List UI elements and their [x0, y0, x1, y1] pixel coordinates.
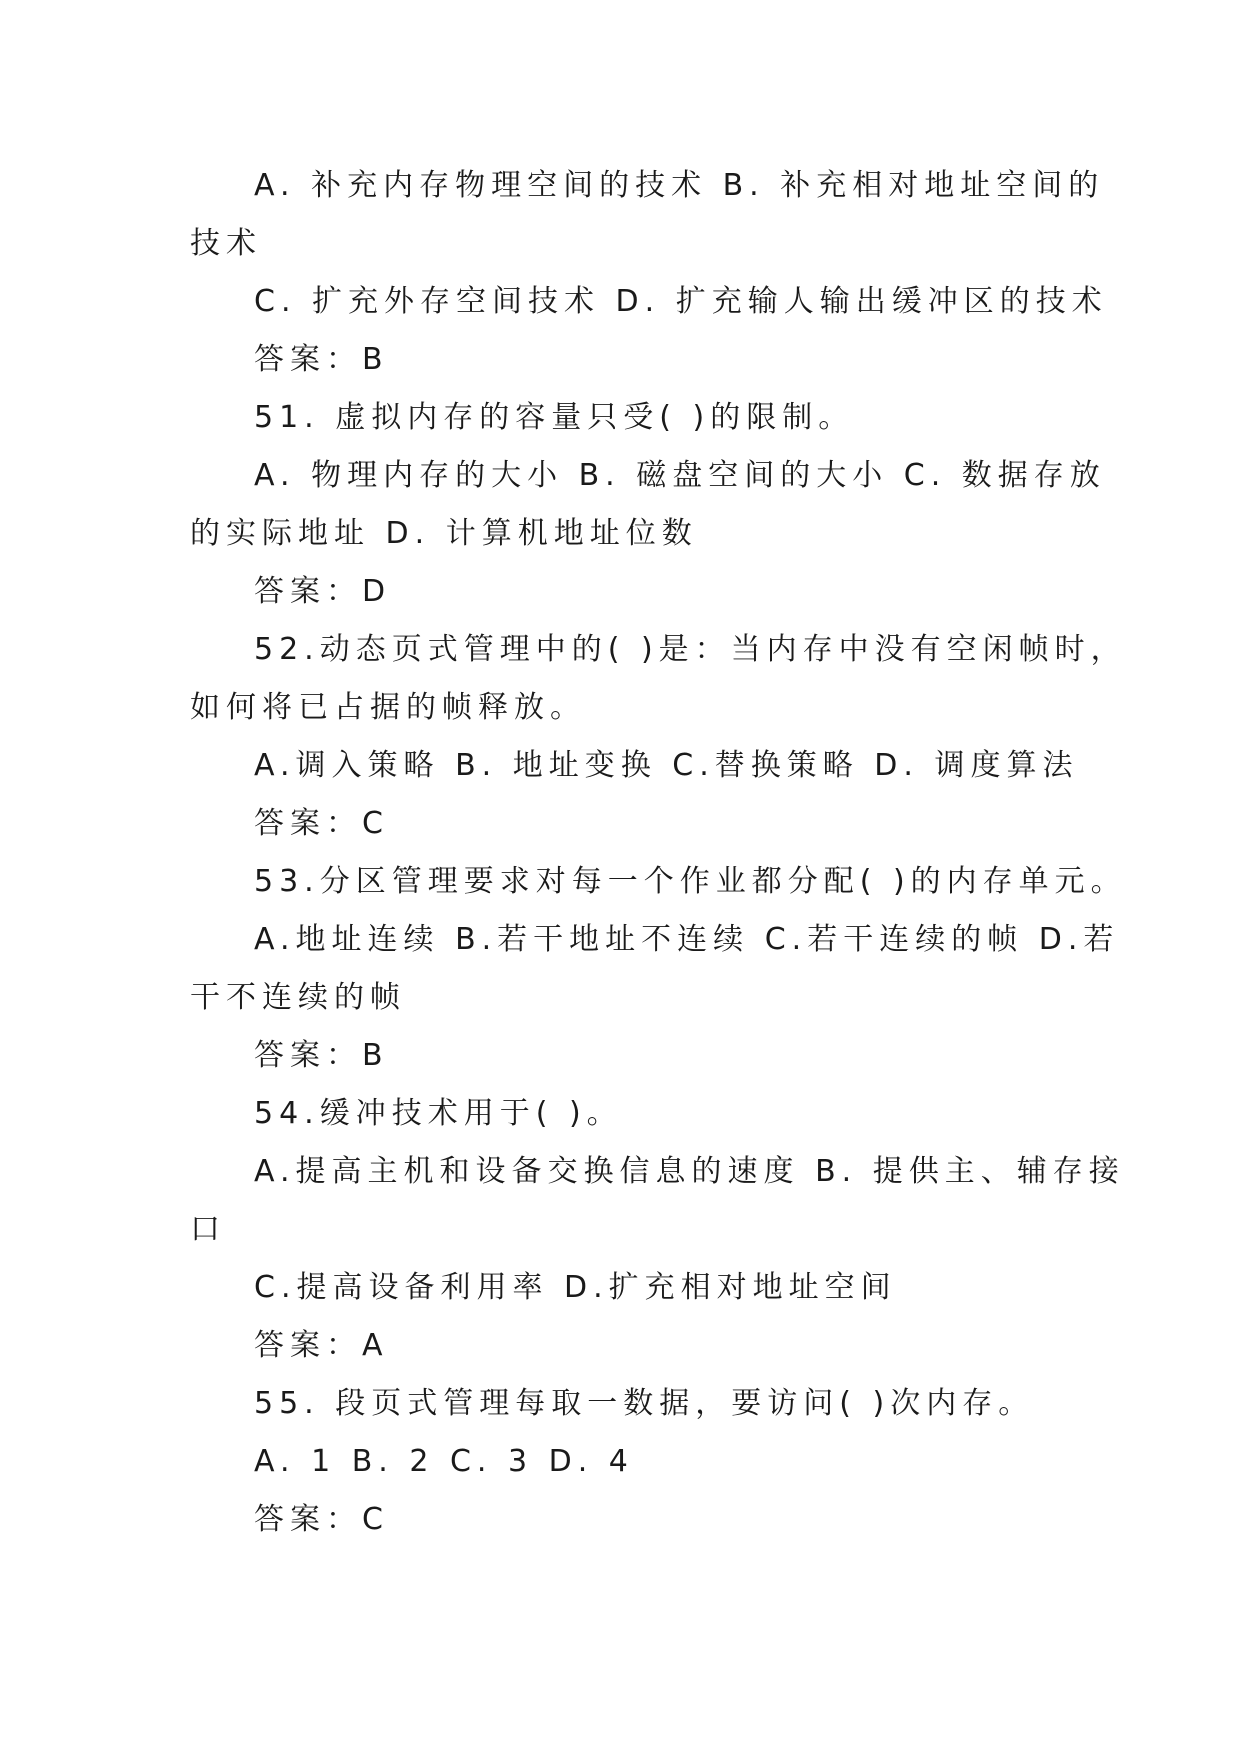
text-line: 的实际地址 D. 计算机地址位数: [190, 516, 698, 551]
question-53: 53.分区管理要求对每一个作业都分配( )的内存单元。: [254, 864, 1127, 899]
text-line: A. 补充内存物理空间的技术 B. 补充相对地址空间的: [254, 168, 1105, 203]
answer-line: 答案：C: [254, 1502, 389, 1537]
text-line: C.提高设备利用率 D.扩充相对地址空间: [254, 1270, 897, 1305]
answer-line: 答案：B: [254, 1038, 389, 1073]
text-line: A.提高主机和设备交换信息的速度 B. 提供主、辅存接: [254, 1154, 1125, 1189]
text-line: 技术: [190, 226, 262, 261]
text-line: 如何将已占据的帧释放。: [190, 690, 586, 725]
question-52: 52.动态页式管理中的( )是：当内存中没有空闲帧时，: [254, 632, 1127, 667]
text-line: 口: [190, 1212, 226, 1247]
answer-line: 答案：D: [254, 574, 392, 609]
question-54: 54.缓冲技术用于( )。: [254, 1096, 623, 1131]
text-line: A.地址连续 B.若干地址不连续 C.若干连续的帧 D.若: [254, 922, 1120, 957]
text-line: C. 扩充外存空间技术 D. 扩充输人输出缓冲区的技术: [254, 284, 1108, 319]
text-line: A. 物理内存的大小 B. 磁盘空间的大小 C. 数据存放: [254, 458, 1106, 493]
question-51: 51. 虚拟内存的容量只受( )的限制。: [254, 400, 855, 435]
answer-line: 答案：C: [254, 806, 389, 841]
answer-line: 答案：A: [254, 1328, 389, 1363]
answer-line: 答案：B: [254, 342, 389, 377]
text-line: 干不连续的帧: [190, 980, 406, 1015]
question-text-block: [190, 157, 1127, 1549]
question-55: 55. 段页式管理每取一数据，要访问( )次内存。: [254, 1386, 1035, 1421]
text-line: A.调入策略 B. 地址变换 C.替换策略 D. 调度算法: [254, 748, 1079, 783]
text-line: A. 1 B. 2 C. 3 D. 4: [254, 1444, 634, 1479]
